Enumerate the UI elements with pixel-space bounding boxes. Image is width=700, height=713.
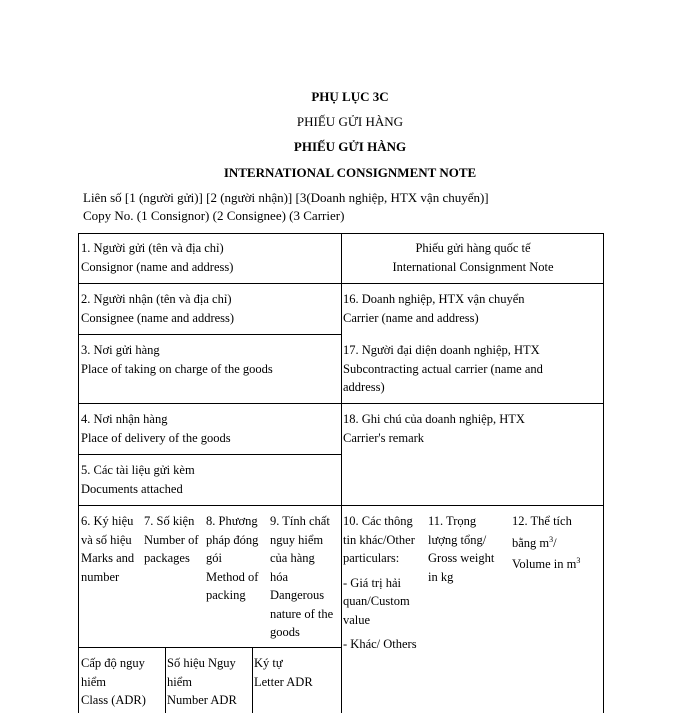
field-packing-l3: gói [206, 551, 222, 565]
field-carrier-en: Carrier (name and address) [343, 310, 479, 325]
field-adr-number [167, 654, 237, 710]
field-other-l1: 10. Các thông [343, 514, 413, 528]
field-packing-l5: packing [206, 588, 246, 602]
field-consignor-vn: 1. Người gửi (tên và địa chỉ) [81, 241, 224, 255]
field-carrier-vn: 16. Doanh nghiệp, HTX vận chuyển [343, 292, 525, 306]
field-consignor-en: Consignor (name and address) [81, 259, 234, 274]
field-subcontract-en-2: address) [343, 380, 385, 394]
field-packages [144, 512, 199, 568]
field-marks-l2: và số hiệu [81, 532, 132, 547]
field-place-delivery-en: Place of delivery of the goods [81, 430, 231, 445]
field-marks-l1: 6. Ký hiệu [81, 514, 134, 528]
appendix-title: PHỤ LỤC 3C [311, 89, 389, 104]
field-other-l4: - Giá trị hải [343, 575, 401, 590]
field-weight-l2: lượng tổng/ [428, 532, 487, 547]
field-dangerous-l5: Dangerous [270, 588, 325, 602]
field-consignee [81, 290, 234, 327]
row-line-6 [78, 647, 341, 648]
form-heading-right [342, 239, 604, 276]
field-other-l7: - Khác/ Others [343, 637, 417, 651]
field-place-taking-vn: 3. Nơi gửi hàng [81, 343, 160, 357]
field-adr-class [81, 654, 146, 710]
field-adr-class-l1: Cấp độ nguy [81, 656, 145, 670]
field-dangerous-l4: hóa [270, 569, 289, 584]
field-packing-l1: 8. Phương [206, 514, 258, 528]
field-volume-l1: 12. Thể tích [512, 514, 572, 528]
field-adr-number-l2: hiểm [167, 674, 192, 689]
field-gross-weight [428, 512, 494, 586]
row-line-2 [78, 334, 342, 335]
field-adr-letter-l2: Letter ADR [254, 674, 313, 689]
field-packages-l1: 7. Số kiện [144, 514, 195, 528]
field-consignee-en: Consignee (name and address) [81, 310, 235, 325]
field-marks-l3: Marks and [81, 551, 135, 565]
field-documents-vn: 5. Các tài liệu gửi kèm [81, 463, 195, 477]
field-documents [81, 461, 195, 498]
field-volume-l2-slash: / [553, 535, 557, 550]
field-adr-letter [254, 654, 313, 691]
field-marks [81, 512, 134, 586]
row-line-1 [78, 283, 604, 284]
field-volume-l2 [512, 531, 580, 553]
field-consignee-vn: 2. Người nhận (tên và địa chỉ) [81, 292, 232, 306]
field-adr-number-l3: Number ADR [167, 693, 237, 707]
title-vn-1: PHIẾU GỬI HÀNG [296, 114, 404, 129]
field-weight-l1: 11. Trọng [428, 514, 477, 528]
field-subcontract-en-1: Subcontracting actual carrier (name and [343, 361, 543, 376]
field-packages-l3: packages [144, 551, 190, 565]
field-place-taking-en: Place of taking on charge of the goods [81, 361, 273, 376]
field-place-delivery-vn: 4. Nơi nhận hàng [81, 412, 168, 426]
field-other-l6: value [343, 612, 371, 627]
field-dangerous-nature [270, 512, 333, 642]
field-carrier [343, 290, 525, 327]
field-dangerous-l6: nature of the [270, 606, 334, 621]
field-volume [512, 512, 580, 574]
field-place-delivery [81, 410, 231, 447]
sub-divider-1 [165, 647, 166, 713]
field-packages-l2: Number of [144, 532, 199, 547]
field-carrier-remark [343, 410, 525, 447]
title-vn-2: PHIẾU GỬI HÀNG [293, 139, 407, 154]
field-place-taking [81, 341, 273, 378]
field-marks-l4: number [81, 569, 120, 584]
border-left [78, 233, 79, 713]
row-line-3 [78, 403, 604, 404]
field-other-l3: particulars: [343, 551, 400, 565]
border-right [603, 233, 604, 713]
copies-vn: Liên số [1 (người gửi)] [2 (người nhận)] [3(Doanh nghiệp, HTX vận chuyển)] [83, 190, 489, 205]
sub-divider-2 [252, 647, 253, 713]
field-volume-l3-text: Volume in m [512, 557, 577, 572]
field-packing-l4: Method of [206, 569, 259, 584]
row-line-5 [78, 505, 604, 506]
field-packing-method [206, 512, 258, 605]
field-weight-l4: in kg [428, 569, 454, 584]
form-heading-en: International Consignment Note [392, 259, 554, 274]
field-adr-number-l1: Số hiệu Nguy [167, 656, 236, 670]
field-dangerous-l2: nguy hiểm [270, 532, 324, 547]
field-dangerous-l7: goods [270, 625, 300, 639]
field-carrier-remark-en: Carrier's remark [343, 430, 425, 445]
field-volume-l2-text: bằng m [512, 535, 550, 550]
field-dangerous-l3: của hàng [270, 551, 315, 565]
field-adr-letter-l1: Ký tự [254, 656, 283, 670]
form-heading-vn: Phiếu gửi hàng quốc tế [415, 241, 531, 255]
field-weight-l3: Gross weight [428, 551, 495, 565]
consignment-form [78, 233, 604, 713]
field-adr-class-l2: hiểm [81, 674, 106, 689]
field-other-l2: tin khác/Other [343, 532, 415, 547]
field-carrier-remark-vn: 18. Ghi chú của doanh nghiệp, HTX [343, 412, 525, 426]
field-adr-class-l3: Class (ADR) [81, 693, 146, 707]
field-volume-l3-sup: 3 [576, 556, 581, 566]
middle-divider [341, 233, 342, 713]
field-packing-l2: pháp đóng [206, 532, 259, 547]
field-consignor [81, 239, 233, 276]
title-en: INTERNATIONAL CONSIGNMENT NOTE [223, 165, 477, 180]
field-subcontract-vn: 17. Người đại diện doanh nghiệp, HTX [343, 343, 540, 357]
field-subcontract-carrier [343, 341, 543, 397]
copies-en: Copy No. (1 Consignor) (2 Consignee) (3 Carrier) [83, 208, 345, 223]
row-line-4 [78, 454, 342, 455]
field-other-particulars [343, 512, 417, 654]
field-volume-l2-sup: 3 [549, 534, 554, 544]
field-documents-en: Documents attached [81, 481, 183, 496]
field-dangerous-l1: 9. Tính chất [270, 514, 330, 528]
field-volume-l3 [512, 552, 580, 574]
field-other-l5: quan/Custom [343, 594, 410, 608]
